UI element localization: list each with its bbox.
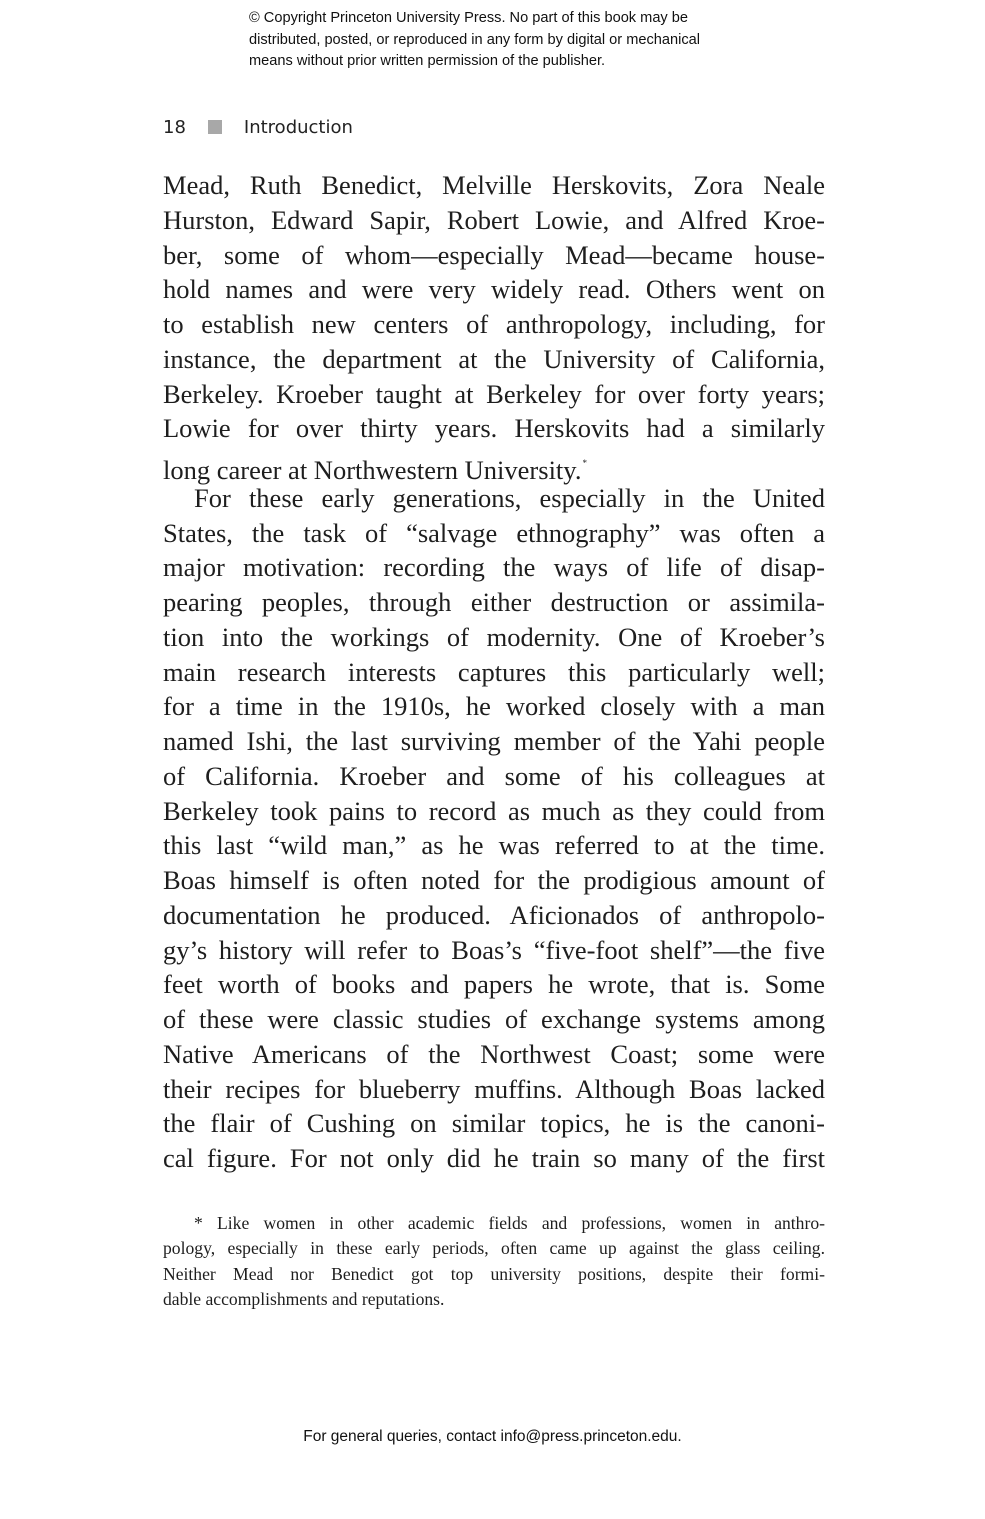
body-line-paragraph-end xyxy=(163,446,825,485)
body-line: tion into the workings of modernity. One of Kroeber’s xyxy=(163,621,825,652)
body-line: to establish new centers of anthropology, including, for xyxy=(163,309,825,339)
body-line: pearing peoples, through either destruction or assimila- xyxy=(163,587,825,617)
body-line: instance, the department at the University of California, xyxy=(163,343,825,374)
body-line: of California. Kroeber and some of his colleagues at xyxy=(163,760,825,791)
body-line: feet worth of books and papers he wrote, that is. Some xyxy=(163,969,825,1000)
footnote-marker: * xyxy=(582,458,587,468)
footnote-line: * Like women in other academic fields and professions, women in anthro- xyxy=(194,1213,825,1233)
copyright-line: © Copyright Princeton University Press. No part of this book may be xyxy=(249,10,689,26)
body-line: States, the task of “salvage ethnography” was often a xyxy=(163,517,825,548)
body-line-text: long career at Northwestern University. xyxy=(163,455,582,485)
section-title: Introduction xyxy=(243,116,353,138)
body-line: Mead, Ruth Benedict, Melville Herskovits, Zora Neale xyxy=(163,170,825,200)
body-line: cal figure. For not only did he train so many of the first xyxy=(163,1143,825,1173)
body-line: named Ishi, the last surviving member of the Yahi people xyxy=(163,726,825,756)
body-line: Berkeley took pains to record as much as they could from xyxy=(163,795,825,826)
body-line: the flair of Cushing on similar topics, he is the canoni- xyxy=(163,1108,825,1139)
body-line: of these were classic studies of exchange systems among xyxy=(163,1004,825,1034)
copyright-notice xyxy=(249,8,849,73)
copyright-line: means without prior written permission of the publisher. xyxy=(249,53,606,69)
body-line-paragraph-start: For these early generations, especially in the United xyxy=(194,482,825,513)
footnote-line: pology, especially in these early periods, often came up against the glass ceiling. xyxy=(163,1238,825,1259)
body-line: documentation he produced. Aficionados of anthropolo- xyxy=(163,899,825,930)
contact-footer: For general queries, contact info@press.princeton.edu. xyxy=(303,1428,682,1445)
body-text xyxy=(163,168,825,1176)
square-icon xyxy=(208,120,222,134)
body-line: Native Americans of the Northwest Coast; some were xyxy=(163,1038,825,1069)
footnote xyxy=(163,1211,825,1313)
body-line: Berkeley. Kroeber taught at Berkeley for over forty years; xyxy=(163,378,825,409)
running-head xyxy=(163,114,353,140)
body-line: Boas himself is often noted for the prodigious amount of xyxy=(163,865,825,895)
body-line: major motivation: recording the ways of life of disap- xyxy=(163,552,825,583)
body-line: for a time in the 1910s, he worked closely with a man xyxy=(163,691,825,722)
body-line: gy’s history will refer to Boas’s “five-foot shelf”—the five xyxy=(163,934,825,965)
body-line: Hurston, Edward Sapir, Robert Lowie, and Alfred Kroe- xyxy=(163,204,825,235)
footnote-line: dable accomplishments and reputations. xyxy=(163,1289,445,1310)
body-line: their recipes for blueberry muffins. Although Boas lacked xyxy=(163,1073,825,1104)
body-line: hold names and were very widely read. Others went on xyxy=(163,274,825,305)
body-line: this last “wild man,” as he was referred to at the time. xyxy=(163,830,825,861)
body-line: Lowie for over thirty years. Herskovits had a similarly xyxy=(163,413,825,444)
body-line: ber, some of whom—especially Mead—became house- xyxy=(163,239,825,270)
copyright-line: distributed, posted, or reproduced in any form by digital or mechanical xyxy=(249,31,701,48)
body-line: main research interests captures this particularly well; xyxy=(163,656,825,687)
page-number: 18 xyxy=(163,116,186,138)
footnote-line: Neither Mead nor Benedict got top university positions, despite their formi- xyxy=(163,1263,825,1284)
